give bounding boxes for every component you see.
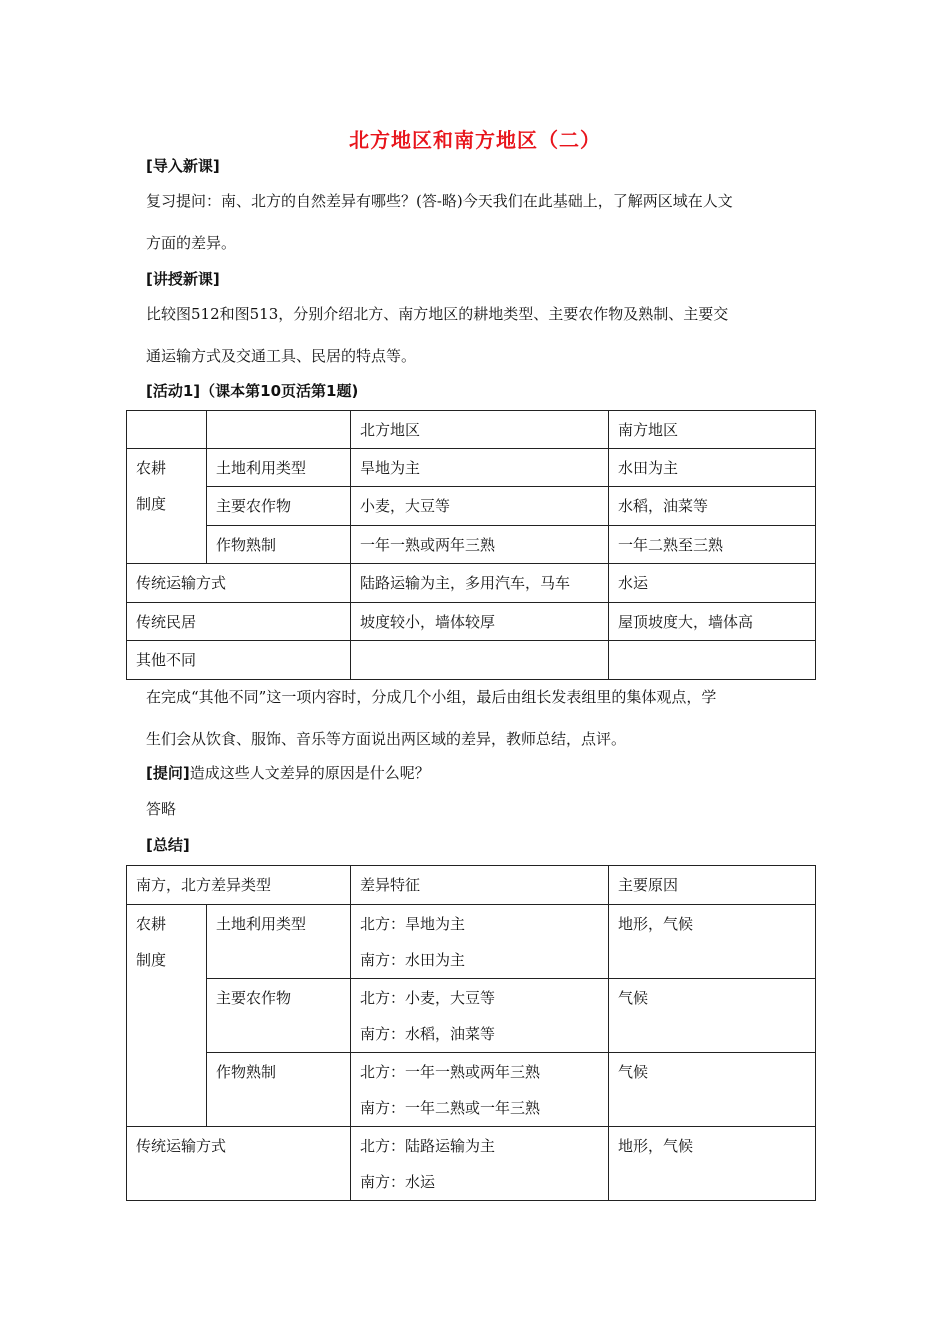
table-cell-empty [127, 411, 207, 449]
question-line [146, 762, 430, 783]
page-title: 北方地区和南方地区（二） [349, 128, 601, 152]
summary-table [126, 865, 816, 1201]
table-cell-empty [207, 411, 351, 449]
cell-north [351, 641, 609, 680]
cell-reason: 气候 [609, 1053, 816, 1127]
cell-north: 小麦，大豆等 [351, 487, 609, 526]
intro-line-1: 复习提问：南、北方的自然差异有哪些？(答-略)今天我们在此基础上，了解两区域在人文 [146, 192, 733, 210]
intro-line-2: 方面的差异。 [146, 234, 237, 252]
activity-heading: [活动1]（课本第10页活第1题) [146, 382, 359, 400]
row-label: 主要农作物 [207, 979, 351, 1053]
row-label: 其他不同 [127, 641, 351, 680]
column-header-south: 南方地区 [609, 411, 816, 449]
cell-feature: 北方：陆路运输为主 南方：水运 [351, 1127, 609, 1201]
row-label: 主要农作物 [207, 487, 351, 526]
after-activity-line-1: 在完成“其他不同”这一项内容时，分成几个小组，最后由组长发表组里的集体观点，学 [146, 688, 717, 706]
cell-south: 水田为主 [609, 449, 816, 487]
column-header-type: 南方，北方差异类型 [127, 866, 351, 905]
cell-feature: 北方：小麦，大豆等 南方：水稻，油菜等 [351, 979, 609, 1053]
cell-north: 陆路运输为主，多用汽车，马车 [351, 564, 609, 603]
column-header-feature: 差异特征 [351, 866, 609, 905]
question-heading: [提问] [146, 764, 190, 782]
comparison-table [126, 410, 816, 680]
row-label: 作物熟制 [207, 1053, 351, 1127]
group-label-farming: 农耕 制度 [127, 905, 207, 1127]
row-label: 传统运输方式 [127, 564, 351, 603]
teach-line-2: 通运输方式及交通工具、民居的特点等。 [146, 347, 417, 365]
cell-south [609, 641, 816, 680]
row-label: 土地利用类型 [207, 905, 351, 979]
cell-north: 一年一熟或两年三熟 [351, 526, 609, 564]
intro-heading: [导入新课] [146, 157, 220, 175]
cell-feature: 北方：旱地为主 南方：水田为主 [351, 905, 609, 979]
cell-reason: 气候 [609, 979, 816, 1053]
cell-reason: 地形，气候 [609, 905, 816, 979]
cell-south: 一年二熟至三熟 [609, 526, 816, 564]
cell-feature: 北方：一年一熟或两年三熟 南方：一年二熟或一年三熟 [351, 1053, 609, 1127]
cell-north: 坡度较小，墙体较厚 [351, 603, 609, 641]
cell-reason: 地形，气候 [609, 1127, 816, 1201]
column-header-north: 北方地区 [351, 411, 609, 449]
summary-heading: [总结] [146, 836, 190, 854]
row-label: 作物熟制 [207, 526, 351, 564]
group-label-farming: 农耕 制度 [127, 449, 207, 564]
teach-line-1: 比较图512和图513，分别介绍北方、南方地区的耕地类型、主要农作物及熟制、主要交 [146, 305, 729, 323]
cell-south: 屋顶坡度大，墙体高 [609, 603, 816, 641]
answer-text: 答略 [146, 800, 177, 818]
row-label: 传统民居 [127, 603, 351, 641]
after-activity-line-2: 生们会从饮食、服饰、音乐等方面说出两区域的差异，教师总结，点评。 [146, 730, 627, 748]
question-text: 造成这些人文差异的原因是什么呢？ [189, 764, 430, 782]
teach-heading: [讲授新课] [146, 270, 220, 288]
column-header-reason: 主要原因 [609, 866, 816, 905]
row-label: 土地利用类型 [207, 449, 351, 487]
row-label: 传统运输方式 [127, 1127, 351, 1201]
cell-north: 旱地为主 [351, 449, 609, 487]
cell-south: 水运 [609, 564, 816, 603]
cell-south: 水稻，油菜等 [609, 487, 816, 526]
